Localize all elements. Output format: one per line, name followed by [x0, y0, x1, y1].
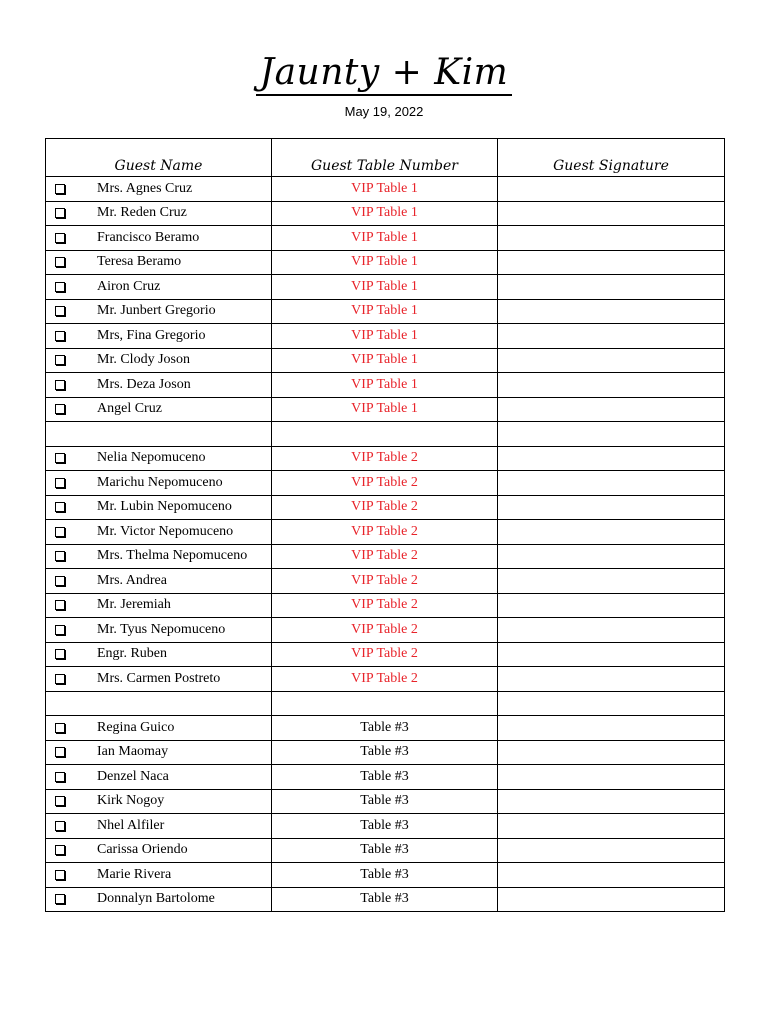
table-number-cell: VIP Table 2: [272, 471, 498, 496]
guest-name-cell: [46, 250, 272, 275]
checkbox-icon[interactable]: [55, 576, 65, 586]
table-row: [46, 250, 725, 275]
guest-name-cell: [46, 397, 272, 422]
checkbox-icon[interactable]: [55, 772, 65, 782]
spacer-row: [46, 691, 725, 716]
table-number-cell: VIP Table 2: [272, 520, 498, 545]
table-number-cell: Table #3: [272, 740, 498, 765]
guest-name: Mr. Junbert Gregorio: [97, 303, 216, 319]
table-row: [46, 569, 725, 594]
table-row: [46, 667, 725, 692]
table-row: [46, 471, 725, 496]
checkbox-icon[interactable]: [55, 796, 65, 806]
guest-rows: [46, 177, 725, 912]
guest-name: Carissa Oriendo: [97, 842, 188, 858]
guest-name: Denzel Naca: [97, 768, 169, 784]
table-row: [46, 740, 725, 765]
column-header-signature: Guest Signature: [498, 139, 725, 177]
guest-name: Kirk Nogoy: [97, 793, 165, 809]
checkbox-icon[interactable]: [55, 894, 65, 904]
guest-name-cell: [46, 177, 272, 202]
signature-cell[interactable]: [498, 569, 725, 594]
guest-name-cell: [46, 814, 272, 839]
column-header-table-number: Guest Table Number: [272, 139, 498, 177]
signature-cell[interactable]: [498, 373, 725, 398]
guest-name: Mrs. Andrea: [97, 572, 167, 588]
signature-cell[interactable]: [498, 765, 725, 790]
checkbox-icon[interactable]: [55, 551, 65, 561]
checkbox-icon[interactable]: [55, 306, 65, 316]
guest-name-cell: [46, 618, 272, 643]
signature-cell[interactable]: [498, 593, 725, 618]
guest-name: Mr. Reden Cruz: [97, 205, 187, 221]
guest-name: Mr. Lubin Nepomuceno: [97, 499, 232, 515]
guest-name: Ian Maomay: [97, 744, 169, 760]
checkbox-icon[interactable]: [55, 331, 65, 341]
guest-name-cell: [46, 446, 272, 471]
table-number-cell: VIP Table 2: [272, 446, 498, 471]
header-row: [46, 139, 725, 177]
table-number-cell: VIP Table 1: [272, 324, 498, 349]
guest-name: Nhel Alfiler: [97, 817, 165, 833]
signature-cell[interactable]: [498, 275, 725, 300]
guest-name-cell: [46, 201, 272, 226]
table-row: [46, 593, 725, 618]
guest-name: Regina Guico: [97, 719, 175, 735]
table-number-cell: VIP Table 1: [272, 275, 498, 300]
guest-name-cell: [46, 740, 272, 765]
guest-list-table: [45, 138, 725, 912]
page-title: Jaunty + Kim: [256, 52, 513, 96]
guest-name-cell: [46, 593, 272, 618]
table-row: [46, 863, 725, 888]
guest-name-cell: [46, 226, 272, 251]
signature-cell[interactable]: [498, 838, 725, 863]
guest-name-cell: [46, 838, 272, 863]
guest-name: Mrs, Fina Gregorio: [97, 327, 206, 343]
guest-name: Mr. Jeremiah: [97, 597, 171, 613]
signature-cell[interactable]: [498, 642, 725, 667]
guest-name: Airon Cruz: [97, 278, 161, 294]
checkbox-icon[interactable]: [55, 453, 65, 463]
column-header-guest-name: Guest Name: [46, 139, 272, 177]
guest-name-cell: [46, 642, 272, 667]
checkbox-icon[interactable]: [55, 870, 65, 880]
signature-cell[interactable]: [498, 814, 725, 839]
guest-name-cell: [46, 544, 272, 569]
table-row: [46, 446, 725, 471]
table-number-cell: VIP Table 2: [272, 544, 498, 569]
guest-name-cell: [46, 495, 272, 520]
guest-name: Mrs. Agnes Cruz: [97, 180, 193, 196]
checkbox-icon[interactable]: [55, 380, 65, 390]
table-row: [46, 838, 725, 863]
checkbox-icon[interactable]: [55, 649, 65, 659]
guest-name: Francisco Beramo: [97, 229, 200, 245]
empty-cell: [46, 422, 272, 447]
signature-cell[interactable]: [498, 789, 725, 814]
table-number-cell: VIP Table 2: [272, 495, 498, 520]
signature-cell[interactable]: [498, 544, 725, 569]
table-row: [46, 299, 725, 324]
empty-cell: [498, 422, 725, 447]
guest-name-cell: [46, 275, 272, 300]
checkbox-icon[interactable]: [55, 821, 65, 831]
empty-cell: [46, 691, 272, 716]
guest-name: Mrs. Thelma Nepomuceno: [97, 548, 248, 564]
guest-name: Mrs. Carmen Postreto: [97, 670, 221, 686]
checkbox-icon[interactable]: [55, 257, 65, 267]
guest-name: Engr. Ruben: [97, 646, 167, 662]
table-number-cell: VIP Table 1: [272, 250, 498, 275]
guest-name-cell: [46, 765, 272, 790]
guest-name-cell: [46, 373, 272, 398]
guest-name: Angel Cruz: [97, 401, 162, 417]
guest-name: Nelia Nepomuceno: [97, 450, 206, 466]
signature-cell[interactable]: [498, 201, 725, 226]
table-row: [46, 177, 725, 202]
signature-cell[interactable]: [498, 397, 725, 422]
signature-cell[interactable]: [498, 667, 725, 692]
signature-cell[interactable]: [498, 226, 725, 251]
signature-cell[interactable]: [498, 348, 725, 373]
signature-cell[interactable]: [498, 740, 725, 765]
title-wrap: [0, 52, 768, 96]
guest-name: Donnalyn Bartolome: [97, 891, 215, 907]
table-row: [46, 520, 725, 545]
guest-name-cell: [46, 667, 272, 692]
guest-name: Mr. Victor Nepomuceno: [97, 523, 234, 539]
checkbox-icon[interactable]: [55, 600, 65, 610]
table-number-cell: VIP Table 1: [272, 226, 498, 251]
checkbox-icon[interactable]: [55, 355, 65, 365]
table-row: [46, 765, 725, 790]
guest-name-cell: [46, 471, 272, 496]
spacer-row: [46, 422, 725, 447]
table-row: [46, 642, 725, 667]
signature-cell[interactable]: [498, 716, 725, 741]
checkbox-icon[interactable]: [55, 674, 65, 684]
table-number-cell: VIP Table 1: [272, 397, 498, 422]
table-row: [46, 789, 725, 814]
table-number-cell: Table #3: [272, 814, 498, 839]
signature-cell[interactable]: [498, 250, 725, 275]
checkbox-icon[interactable]: [55, 282, 65, 292]
table-number-cell: VIP Table 1: [272, 201, 498, 226]
table-number-cell: VIP Table 2: [272, 569, 498, 594]
guest-name-cell: [46, 520, 272, 545]
signature-cell[interactable]: [498, 863, 725, 888]
guest-name: Mr. Tyus Nepomuceno: [97, 621, 226, 637]
guest-name-cell: [46, 863, 272, 888]
guest-name-cell: [46, 569, 272, 594]
guest-name-cell: [46, 299, 272, 324]
table-number-cell: Table #3: [272, 863, 498, 888]
table-number-cell: VIP Table 1: [272, 373, 498, 398]
table-row: [46, 887, 725, 912]
signature-cell[interactable]: [498, 618, 725, 643]
guest-name: Marichu Nepomuceno: [97, 474, 223, 490]
table-row: [46, 814, 725, 839]
signature-cell[interactable]: [498, 177, 725, 202]
table-number-cell: Table #3: [272, 765, 498, 790]
guest-name-cell: [46, 887, 272, 912]
table-number-cell: VIP Table 1: [272, 299, 498, 324]
table-row: [46, 716, 725, 741]
guest-name: Mr. Clody Joson: [97, 352, 190, 368]
table-number-cell: VIP Table 1: [272, 177, 498, 202]
table-number-cell: VIP Table 1: [272, 348, 498, 373]
checkbox-icon[interactable]: [55, 404, 65, 414]
signature-cell[interactable]: [498, 471, 725, 496]
checkbox-icon[interactable]: [55, 845, 65, 855]
checkbox-icon[interactable]: [55, 527, 65, 537]
empty-cell: [272, 422, 498, 447]
signature-cell[interactable]: [498, 887, 725, 912]
signature-cell[interactable]: [498, 299, 725, 324]
signature-cell[interactable]: [498, 446, 725, 471]
guest-name: Teresa Beramo: [97, 254, 182, 270]
checkbox-icon[interactable]: [55, 723, 65, 733]
guest-name: Marie Rivera: [97, 866, 172, 882]
guest-name: Mrs. Deza Joson: [97, 376, 191, 392]
table-number-cell: Table #3: [272, 789, 498, 814]
checkbox-icon[interactable]: [55, 502, 65, 512]
signature-cell[interactable]: [498, 324, 725, 349]
table-number-cell: VIP Table 2: [272, 618, 498, 643]
table-row: [46, 275, 725, 300]
table-row: [46, 348, 725, 373]
checkbox-icon[interactable]: [55, 208, 65, 218]
checkbox-icon[interactable]: [55, 625, 65, 635]
signature-cell[interactable]: [498, 495, 725, 520]
checkbox-icon[interactable]: [55, 233, 65, 243]
guest-name-cell: [46, 789, 272, 814]
table-row: [46, 618, 725, 643]
checkbox-icon[interactable]: [55, 478, 65, 488]
guest-name-cell: [46, 324, 272, 349]
table-row: [46, 201, 725, 226]
table-row: [46, 324, 725, 349]
event-date: May 19, 2022: [344, 104, 424, 119]
table-number-cell: Table #3: [272, 887, 498, 912]
empty-cell: [498, 691, 725, 716]
table-row: [46, 495, 725, 520]
table-number-cell: VIP Table 2: [272, 642, 498, 667]
table-number-cell: VIP Table 2: [272, 593, 498, 618]
table-row: [46, 544, 725, 569]
table-number-cell: Table #3: [272, 838, 498, 863]
guest-name-cell: [46, 348, 272, 373]
table-row: [46, 373, 725, 398]
table-number-cell: VIP Table 2: [272, 667, 498, 692]
guest-name-cell: [46, 716, 272, 741]
empty-cell: [272, 691, 498, 716]
table-number-cell: Table #3: [272, 716, 498, 741]
table-row: [46, 397, 725, 422]
checkbox-icon[interactable]: [55, 747, 65, 757]
checkbox-icon[interactable]: [55, 184, 65, 194]
table-row: [46, 226, 725, 251]
signature-cell[interactable]: [498, 520, 725, 545]
